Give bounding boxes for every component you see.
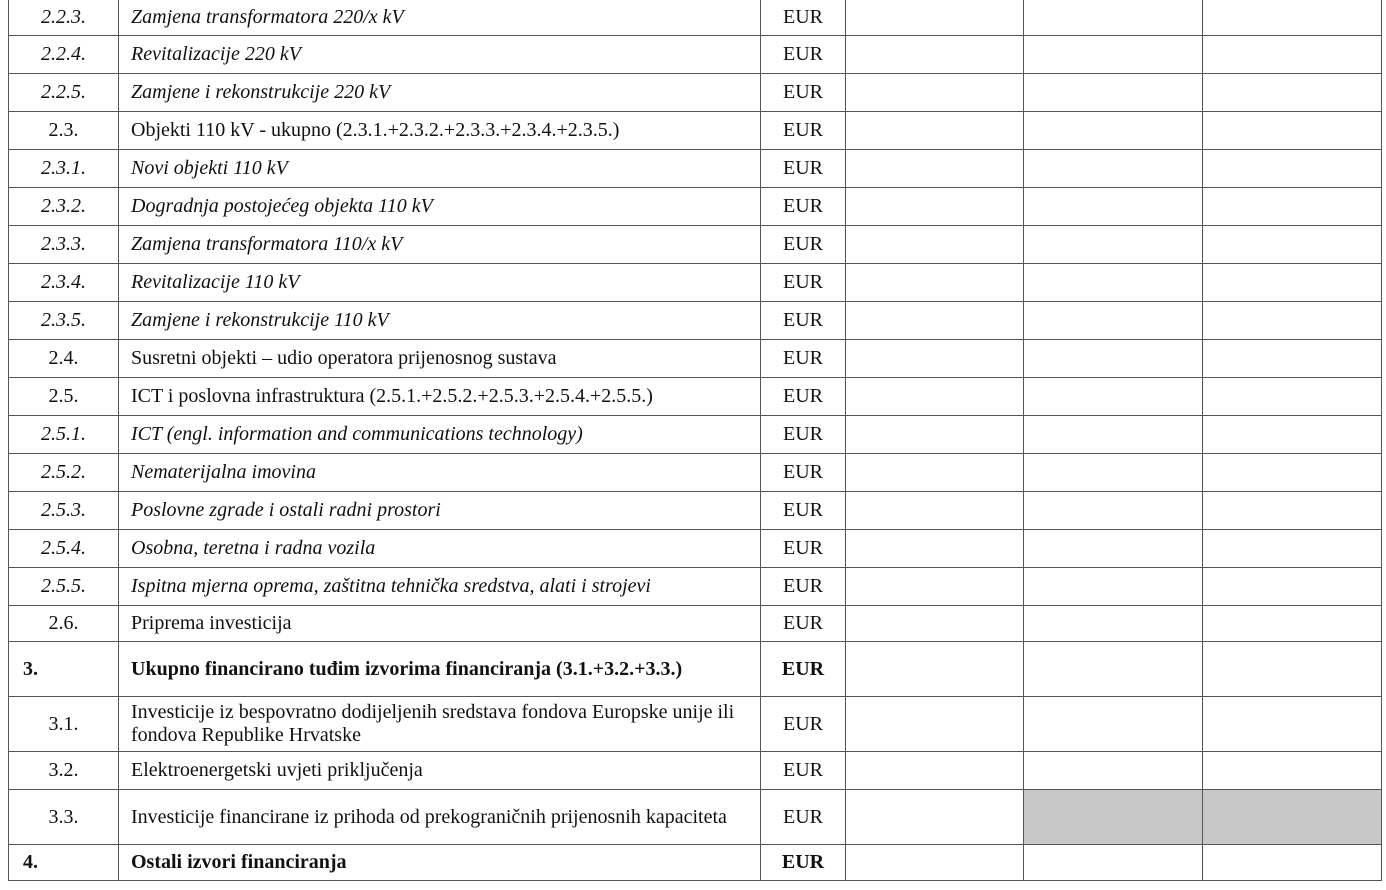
row-unit: EUR [761, 790, 846, 845]
row-unit: EUR [761, 845, 846, 881]
row-description: Zamjene i rekonstrukcije 220 kV [119, 74, 761, 112]
row-description: Susretni objekti – udio operatora prijenosnog sustava [119, 340, 761, 378]
row-unit: EUR [761, 530, 846, 568]
value-cell[interactable] [1203, 226, 1382, 264]
row-description: Ostali izvori financiranja [119, 845, 761, 881]
row-unit: EUR [761, 568, 846, 606]
row-number: 2.5.1. [9, 416, 119, 454]
row-number: 3.2. [9, 752, 119, 790]
row-number: 3.3. [9, 790, 119, 845]
value-cell[interactable] [1203, 752, 1382, 790]
value-cell[interactable] [1203, 454, 1382, 492]
row-number: 3. [9, 642, 119, 697]
row-number: 2.2.4. [9, 36, 119, 74]
value-cell[interactable] [1024, 74, 1203, 112]
row-number: 2.5.3. [9, 492, 119, 530]
table-row [9, 378, 1382, 416]
row-number: 2.3.1. [9, 150, 119, 188]
value-cell[interactable] [846, 568, 1024, 606]
value-cell[interactable] [1203, 492, 1382, 530]
value-cell[interactable] [1024, 36, 1203, 74]
table-row [9, 845, 1382, 881]
table-row [9, 226, 1382, 264]
row-description: Dogradnja postojećeg objekta 110 kV [119, 188, 761, 226]
row-number: 2.3. [9, 112, 119, 150]
row-description: Zamjena transformatora 110/x kV [119, 226, 761, 264]
value-cell[interactable] [1024, 697, 1203, 752]
row-number: 2.2.3. [9, 0, 119, 36]
value-cell[interactable] [1203, 74, 1382, 112]
value-cell[interactable] [1024, 845, 1203, 881]
row-number: 2.5.2. [9, 454, 119, 492]
value-cell[interactable] [1024, 226, 1203, 264]
row-description: Investicije financirane iz prihoda od prekograničnih prijenosnih kapaciteta [119, 790, 761, 845]
value-cell[interactable] [846, 188, 1024, 226]
row-number: 2.5. [9, 378, 119, 416]
row-description: Objekti 110 kV - ukupno (2.3.1.+2.3.2.+2.3.3.+2.3.4.+2.3.5.) [119, 112, 761, 150]
value-cell[interactable] [1203, 606, 1382, 642]
value-cell[interactable] [1024, 378, 1203, 416]
value-cell[interactable] [1203, 530, 1382, 568]
table-row [9, 568, 1382, 606]
value-cell[interactable] [846, 36, 1024, 74]
hatched-value-cell [1024, 790, 1203, 845]
value-cell[interactable] [1024, 454, 1203, 492]
row-unit: EUR [761, 264, 846, 302]
table-row [9, 150, 1382, 188]
row-number: 2.3.4. [9, 264, 119, 302]
row-description: Investicije iz bespovratno dodijeljenih sredstava fondova Europske unije ili fondova Republike Hrvatske [119, 697, 761, 752]
row-unit: EUR [761, 697, 846, 752]
row-description: Novi objekti 110 kV [119, 150, 761, 188]
value-cell[interactable] [846, 112, 1024, 150]
row-unit: EUR [761, 606, 846, 642]
value-cell[interactable] [1024, 264, 1203, 302]
value-cell[interactable] [1203, 845, 1382, 881]
row-description: Elektroenergetski uvjeti priključenja [119, 752, 761, 790]
table-row [9, 302, 1382, 340]
row-unit: EUR [761, 416, 846, 454]
row-unit: EUR [761, 454, 846, 492]
row-description: Priprema investicija [119, 606, 761, 642]
row-description: ICT (engl. information and communications technology) [119, 416, 761, 454]
row-number: 3.1. [9, 697, 119, 752]
table-row [9, 492, 1382, 530]
row-unit: EUR [761, 188, 846, 226]
value-cell[interactable] [846, 150, 1024, 188]
value-cell[interactable] [1024, 340, 1203, 378]
financing-table [8, 0, 1382, 881]
value-cell[interactable] [1203, 188, 1382, 226]
value-cell[interactable] [1203, 416, 1382, 454]
row-unit: EUR [761, 302, 846, 340]
table-row [9, 606, 1382, 642]
table-row [9, 697, 1382, 752]
row-unit: EUR [761, 36, 846, 74]
value-cell[interactable] [1024, 492, 1203, 530]
value-cell[interactable] [1203, 568, 1382, 606]
value-cell[interactable] [1203, 697, 1382, 752]
value-cell[interactable] [846, 74, 1024, 112]
row-unit: EUR [761, 226, 846, 264]
row-unit: EUR [761, 340, 846, 378]
row-description: Nematerijalna imovina [119, 454, 761, 492]
row-description: Revitalizacije 220 kV [119, 36, 761, 74]
value-cell[interactable] [846, 340, 1024, 378]
value-cell[interactable] [846, 378, 1024, 416]
table-row [9, 264, 1382, 302]
row-description: Osobna, teretna i radna vozila [119, 530, 761, 568]
value-cell[interactable] [1203, 378, 1382, 416]
value-cell[interactable] [846, 530, 1024, 568]
value-cell[interactable] [846, 416, 1024, 454]
value-cell[interactable] [1024, 416, 1203, 454]
row-number: 2.5.4. [9, 530, 119, 568]
value-cell[interactable] [846, 790, 1024, 845]
value-cell[interactable] [846, 845, 1024, 881]
row-unit: EUR [761, 112, 846, 150]
row-description: ICT i poslovna infrastruktura (2.5.1.+2.5.2.+2.5.3.+2.5.4.+2.5.5.) [119, 378, 761, 416]
value-cell[interactable] [846, 454, 1024, 492]
value-cell[interactable] [846, 492, 1024, 530]
value-cell[interactable] [1203, 112, 1382, 150]
value-cell[interactable] [1203, 642, 1382, 697]
table-row [9, 642, 1382, 697]
row-description: Poslovne zgrade i ostali radni prostori [119, 492, 761, 530]
row-unit: EUR [761, 642, 846, 697]
row-number: 2.6. [9, 606, 119, 642]
value-cell[interactable] [1024, 642, 1203, 697]
row-number: 4. [9, 845, 119, 881]
value-cell[interactable] [1024, 302, 1203, 340]
value-cell[interactable] [1024, 188, 1203, 226]
row-description: Zamjene i rekonstrukcije 110 kV [119, 302, 761, 340]
value-cell[interactable] [846, 606, 1024, 642]
table-row [9, 752, 1382, 790]
value-cell[interactable] [1203, 340, 1382, 378]
table-row [9, 454, 1382, 492]
value-cell[interactable] [1203, 36, 1382, 74]
table-row [9, 74, 1382, 112]
table-row [9, 530, 1382, 568]
value-cell[interactable] [1024, 752, 1203, 790]
row-number: 2.3.5. [9, 302, 119, 340]
value-cell[interactable] [1024, 112, 1203, 150]
value-cell[interactable] [1024, 0, 1203, 36]
value-cell[interactable] [846, 642, 1024, 697]
row-number: 2.2.5. [9, 74, 119, 112]
value-cell[interactable] [1203, 0, 1382, 36]
row-unit: EUR [761, 150, 846, 188]
row-unit: EUR [761, 378, 846, 416]
table-row [9, 340, 1382, 378]
row-description: Revitalizacije 110 kV [119, 264, 761, 302]
row-number: 2.3.2. [9, 188, 119, 226]
value-cell[interactable] [1024, 568, 1203, 606]
value-cell[interactable] [846, 226, 1024, 264]
value-cell[interactable] [846, 0, 1024, 36]
table-row [9, 188, 1382, 226]
table-row [9, 0, 1382, 36]
value-cell[interactable] [1024, 530, 1203, 568]
value-cell[interactable] [846, 264, 1024, 302]
row-unit: EUR [761, 752, 846, 790]
value-cell[interactable] [846, 697, 1024, 752]
value-cell[interactable] [846, 752, 1024, 790]
row-unit: EUR [761, 74, 846, 112]
value-cell[interactable] [1203, 302, 1382, 340]
row-unit: EUR [761, 492, 846, 530]
table-row [9, 36, 1382, 74]
value-cell[interactable] [1203, 264, 1382, 302]
row-description: Zamjena transformatora 220/x kV [119, 0, 761, 36]
row-number: 2.4. [9, 340, 119, 378]
table-row [9, 112, 1382, 150]
row-unit: EUR [761, 0, 846, 36]
table-row [9, 416, 1382, 454]
value-cell[interactable] [1203, 150, 1382, 188]
row-number: 2.3.3. [9, 226, 119, 264]
row-number: 2.5.5. [9, 568, 119, 606]
row-description: Ispitna mjerna oprema, zaštitna tehnička sredstva, alati i strojevi [119, 568, 761, 606]
value-cell[interactable] [1024, 606, 1203, 642]
row-description: Ukupno financirano tuđim izvorima financiranja (3.1.+3.2.+3.3.) [119, 642, 761, 697]
value-cell[interactable] [846, 302, 1024, 340]
hatched-value-cell [1203, 790, 1382, 845]
value-cell[interactable] [1024, 150, 1203, 188]
table-row [9, 790, 1382, 845]
